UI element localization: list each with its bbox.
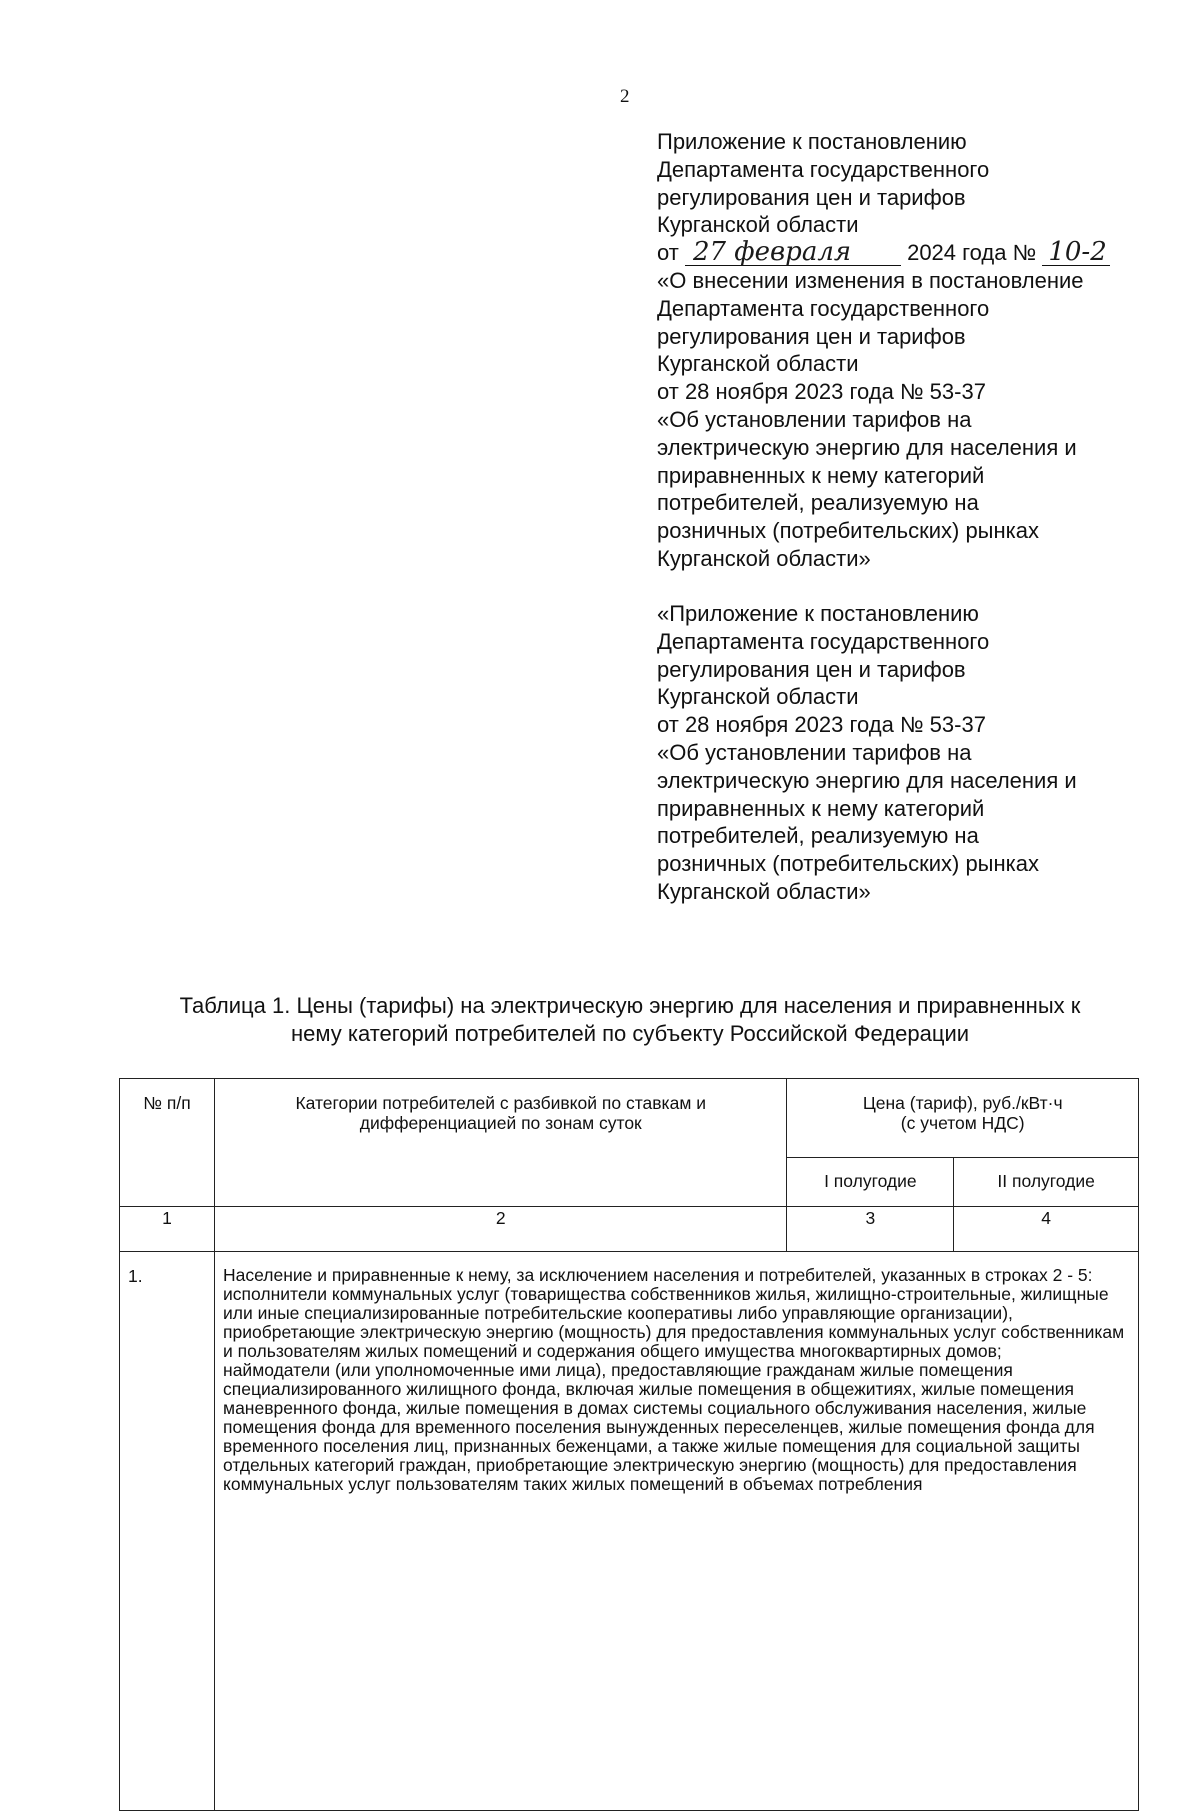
appendix-line: от 28 ноября 2023 года № 53-37 <box>657 379 986 405</box>
appendix-line: регулирования цен и тарифов <box>657 184 966 210</box>
index-cell: 2 <box>215 1207 787 1252</box>
appendix-quoted <box>657 600 1177 906</box>
appendix-line: электрическую энергию для населения и <box>657 767 1077 793</box>
appendix-header <box>657 128 1177 573</box>
table-title <box>120 992 1140 1048</box>
appendix-line: приравненных к нему категорий <box>657 795 985 821</box>
page-number: 2 <box>620 86 630 107</box>
appendix-line: Департамента государственного <box>657 628 990 654</box>
table-header-row <box>120 1079 1139 1158</box>
appendix-line: «О внесении изменения в постановление <box>657 267 1084 293</box>
appendix-line: «Об установлении тарифов на <box>657 739 972 765</box>
appendix-line: от 28 ноября 2023 года № 53-37 <box>657 712 986 738</box>
appendix-line: Департамента государственного <box>657 156 990 182</box>
appendix-line: розничных (потребительских) рынках <box>657 518 1039 544</box>
appendix-line: Курганской области» <box>657 545 871 571</box>
tariff-table <box>119 1078 1139 1811</box>
appendix-line: Курганской области» <box>657 878 871 904</box>
index-cell: 3 <box>787 1207 954 1252</box>
appendix-line: Приложение к постановлению <box>657 129 967 154</box>
row-category-text <box>215 1252 1139 1811</box>
appendix-line: Курганской области <box>657 212 859 238</box>
handwritten-date: 27 февраля <box>685 239 901 266</box>
row-paragraph: наймодатели (или уполномоченные ими лица), предоставляющие гражданам жилые помещения специализированного жилищного фонда, включая жилые помещения в общежитиях, жилые помещения маневренного фонда, жилые помещения в домах системы социального обслуживания населения, жилые помещения фонда для временного поселения вынужденных переселенцев, жилые помещения фонда для временного поселения лиц, признанных беженцами, а также жилые помещения для социальной защиты отдельных категорий граждан, приобретающие электрическую энергию (мощность) для предоставления коммунальных услуг пользователям таких жилых помещений в объемах потребления <box>223 1360 1095 1494</box>
index-cell: 4 <box>954 1207 1139 1252</box>
appendix-line: регулирования цен и тарифов <box>657 323 966 349</box>
appendix-line: регулирования цен и тарифов <box>657 656 966 682</box>
table-title-line: Таблица 1. Цены (тарифы) на электрическую энергию для населения и приравненных к <box>179 993 1081 1018</box>
header-category-line: дифференциацией по зонам суток <box>359 1113 642 1133</box>
handwritten-number: 10-2 <box>1042 239 1110 266</box>
header-half2: II полугодие <box>954 1157 1139 1206</box>
header-category <box>215 1079 787 1207</box>
table-row <box>120 1252 1139 1811</box>
row-paragraph: Население и приравненные к нему, за исключением населения и потребителей, указанных в строках 2 - 5: <box>223 1265 1093 1285</box>
appendix-line: «Приложение к постановлению <box>657 601 979 626</box>
header-price-line: (с учетом НДС) <box>900 1113 1025 1133</box>
appendix-line: приравненных к нему категорий <box>657 462 985 488</box>
header-price <box>787 1079 1139 1158</box>
row-paragraph: исполнители коммунальных услуг (товарищества собственников жилья, жилищно-строительные, жилищные или иные специализированные потребительские кооперативы либо управляющие организации), приобретающие электрическую энергию (мощность) для предоставления коммунальных услуг собственникам и пользователям жилых помещений и содержания общего имущества многоквартирных домов; <box>223 1284 1125 1361</box>
appendix-line: электрическую энергию для населения и <box>657 434 1077 460</box>
date-line <box>657 239 1177 267</box>
header-num: № п/п <box>120 1079 215 1207</box>
table-title-line: нему категорий потребителей по субъекту Российской Федерации <box>290 1021 970 1046</box>
index-cell: 1 <box>120 1207 215 1252</box>
appendix-line: «Об установлении тарифов на <box>657 406 972 432</box>
header-category-line: Категории потребителей с разбивкой по ставкам и <box>295 1093 707 1113</box>
appendix-line: Курганской области <box>657 351 859 377</box>
index-row <box>120 1207 1139 1252</box>
appendix-line: потребителей, реализуемую на <box>657 490 979 516</box>
appendix-line: розничных (потребительских) рынках <box>657 851 1039 877</box>
date-prefix: от <box>657 240 679 266</box>
year-text: 2024 года № <box>907 240 1037 266</box>
header-half1: I полугодие <box>787 1157 954 1206</box>
row-num: 1. <box>120 1252 215 1811</box>
appendix-line: Курганской области <box>657 684 859 710</box>
header-price-line: Цена (тариф), руб./кВт·ч <box>862 1093 1063 1113</box>
appendix-line: Департамента государственного <box>657 295 990 321</box>
appendix-line: потребителей, реализуемую на <box>657 823 979 849</box>
